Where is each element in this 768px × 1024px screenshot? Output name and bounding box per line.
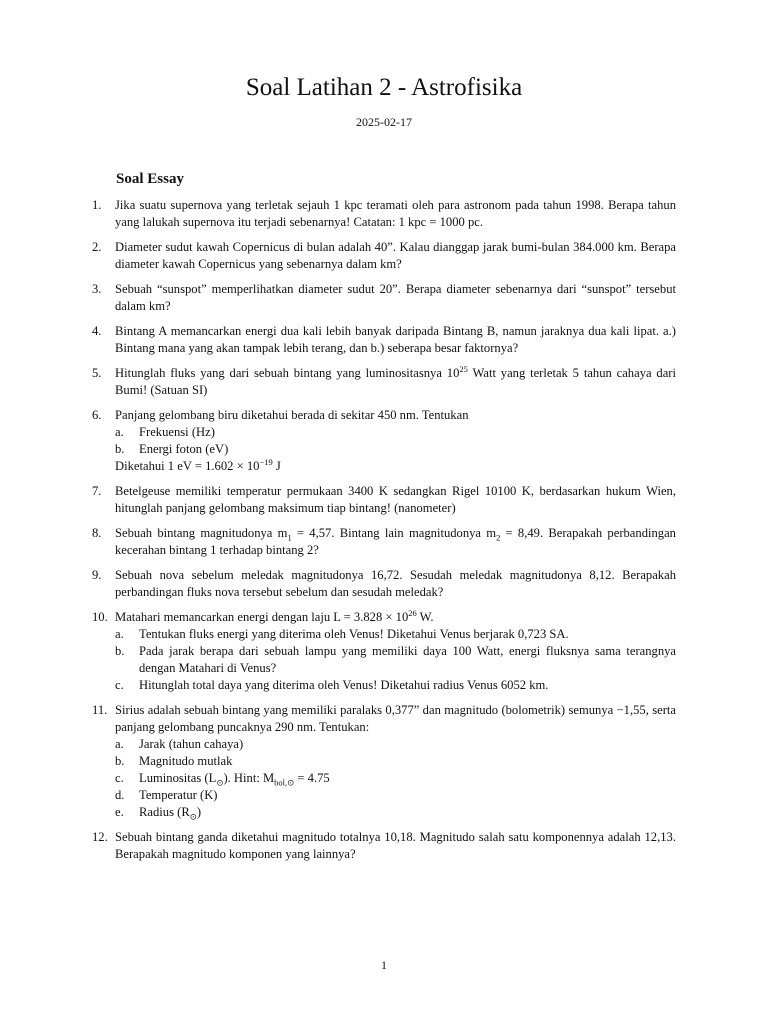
subscript: ⊙: [189, 811, 197, 822]
sub-item-label: a.: [115, 737, 124, 751]
sub-item-text: [139, 770, 676, 787]
sub-item-text: Pada jarak berapa dari sebuah lampu yang memiliki daya 100 Watt, energi fluksnya sama terangnya dengan Matahari di Venus?: [139, 644, 676, 675]
question-note: [115, 458, 676, 475]
question-number: 5.: [92, 366, 102, 380]
exponent: 26: [408, 607, 417, 618]
question-text: [115, 609, 676, 626]
question-number: 1.: [92, 198, 102, 212]
page-number: 1: [381, 958, 387, 972]
question-item: [92, 407, 676, 475]
sub-item: [115, 804, 676, 821]
sub-item: [115, 643, 676, 677]
sub-item-label: b.: [115, 754, 125, 768]
question-text: Panjang gelombang biru diketahui berada di sekitar 450 nm. Tentukan: [115, 408, 469, 422]
question-item: [92, 829, 676, 863]
question-number: 3.: [92, 282, 102, 296]
question-item: [92, 323, 676, 357]
question-number: 2.: [92, 240, 102, 254]
text-fragment: Luminositas (L: [139, 771, 217, 785]
question-item: [92, 609, 676, 694]
text-fragment: = 4,57. Bintang lain magnitudonya m: [291, 526, 497, 540]
sub-item-label: a.: [115, 425, 124, 439]
question-text: Diameter sudut kawah Copernicus di bulan adalah 40”. Kalau dianggap jarak bumi-bulan 384.000 km. Berapa diameter kawah Copernicus yang sebenarnya dalam km?: [115, 240, 676, 271]
text-fragment: ). Hint: M: [223, 771, 275, 785]
question-text: Sebuah “sunspot” memperlihatkan diameter sudut 20”. Berapa diameter sebenarnya dari “sunspot” tersebut dalam km?: [115, 282, 676, 313]
text-fragment: J: [272, 459, 281, 473]
question-item: [92, 239, 676, 273]
question-item: [92, 567, 676, 601]
question-number: 4.: [92, 324, 102, 338]
sub-item-text: Hitunglah total daya yang diterima oleh Venus! Diketahui radius Venus 6052 km.: [139, 678, 549, 692]
sub-item: [115, 626, 676, 643]
question-list: [92, 197, 676, 871]
sub-item: [115, 787, 676, 804]
text-fragment: Diketahui 1 eV = 1.602 × 10: [115, 459, 260, 473]
question-item: [92, 525, 676, 559]
subscript: 2: [496, 532, 501, 543]
sub-item-text: Jarak (tahun cahaya): [139, 737, 244, 751]
sub-item-label: c.: [115, 678, 124, 692]
question-text: Sebuah bintang ganda diketahui magnitudo totalnya 10,18. Magnitudo salah satu komponennya adalah 12,13. Berapakah magnitudo komponen yang lainnya?: [115, 830, 676, 861]
subscript: bol,⊙: [274, 777, 295, 788]
question-text: [115, 365, 676, 399]
sub-item: [115, 770, 676, 787]
question-number: 7.: [92, 484, 102, 498]
text-fragment: W.: [416, 610, 434, 624]
question-text: [115, 525, 676, 559]
sub-item: [115, 441, 676, 458]
question-item: [92, 702, 676, 821]
question-number: 11.: [92, 703, 108, 717]
text-fragment: Watt yang terletak 5 tahun cahaya dari Bumi! (Satuan SI): [115, 366, 676, 397]
question-text: Jika suatu supernova yang terletak sejauh 1 kpc teramati oleh para astronom pada tahun 1998. Berapa tahun yang lalukah supernova itu terjadi sebenarnya! Catatan: 1 kpc = 1000 pc.: [115, 198, 676, 229]
sub-item: [115, 677, 676, 694]
sub-item-label: b.: [115, 442, 125, 456]
sub-item-label: a.: [115, 627, 124, 641]
text-fragment: ): [196, 805, 202, 819]
question-text: Bintang A memancarkan energi dua kali lebih banyak daripada Bintang B, namun jaraknya dua kali lipat. a.) Bintang mana yang akan tampak lebih terang, dan b.) seberapa besar faktornya?: [115, 324, 676, 355]
sub-item-text: Magnitudo mutlak: [139, 754, 233, 768]
sub-item-text: Temperatur (K): [139, 788, 218, 802]
text-fragment: Hitunglah fluks yang dari sebuah bintang yang luminositasnya 10: [115, 366, 460, 380]
question-item: [92, 197, 676, 231]
question-number: 10.: [92, 610, 108, 624]
sub-item-label: c.: [115, 771, 124, 785]
sub-item-text: [139, 804, 676, 821]
question-number: 9.: [92, 568, 102, 582]
document-date: 2025-02-17: [356, 115, 412, 129]
page-title: Soal Latihan 2 - Astrofisika: [245, 74, 523, 101]
sub-item-text: Energi foton (eV): [139, 442, 229, 456]
sub-item-text: Tentukan fluks energi yang diterima oleh Venus! Diketahui Venus berjarak 0,723 SA.: [139, 627, 569, 641]
question-text: Sebuah nova sebelum meledak magnitudonya 16,72. Sesudah meledak magnitudonya 8,12. Berapakah perbandingan fluks nova tersebut sebelum dan sesudah meledak?: [115, 568, 676, 599]
section-heading: Soal Essay: [116, 171, 184, 187]
question-item: [92, 281, 676, 315]
text-fragment: Sebuah bintang magnitudonya m: [115, 526, 288, 540]
sub-item-label: d.: [115, 788, 125, 802]
subscript: 1: [287, 532, 292, 543]
sub-item: [115, 424, 676, 441]
question-item: [92, 483, 676, 517]
exponent: −19: [259, 456, 273, 467]
question-number: 12.: [92, 830, 108, 844]
sub-item-label: e.: [115, 805, 124, 819]
question-text: Betelgeuse memiliki temperatur permukaan 3400 K sedangkan Rigel 10100 K, berdasarkan hukum Wien, hitunglah panjang gelombang maksimum tiap bintang! (nanometer): [115, 484, 676, 515]
sub-item-label: b.: [115, 644, 125, 658]
sub-item-text: Frekuensi (Hz): [139, 425, 215, 439]
sub-item: [115, 753, 676, 770]
question-item: [92, 365, 676, 399]
question-number: 6.: [92, 408, 102, 422]
text-fragment: = 8,49. Berapakah perbandingan kecerahan bintang 1 terhadap bintang 2?: [115, 526, 676, 557]
question-text: Sirius adalah sebuah bintang yang memiliki paralaks 0,377” dan magnitudo (bolometrik) semunya −1,55, serta panjang gelombang puncaknya 290 nm. Tentukan:: [115, 703, 676, 734]
text-fragment: Radius (R: [139, 805, 190, 819]
sub-item: [115, 736, 676, 753]
subscript: ⊙: [216, 777, 224, 788]
exponent: 25: [459, 363, 468, 374]
question-number: 8.: [92, 526, 102, 540]
text-fragment: = 4.75: [294, 771, 330, 785]
text-fragment: Matahari memancarkan energi dengan laju L = 3.828 × 10: [115, 610, 409, 624]
